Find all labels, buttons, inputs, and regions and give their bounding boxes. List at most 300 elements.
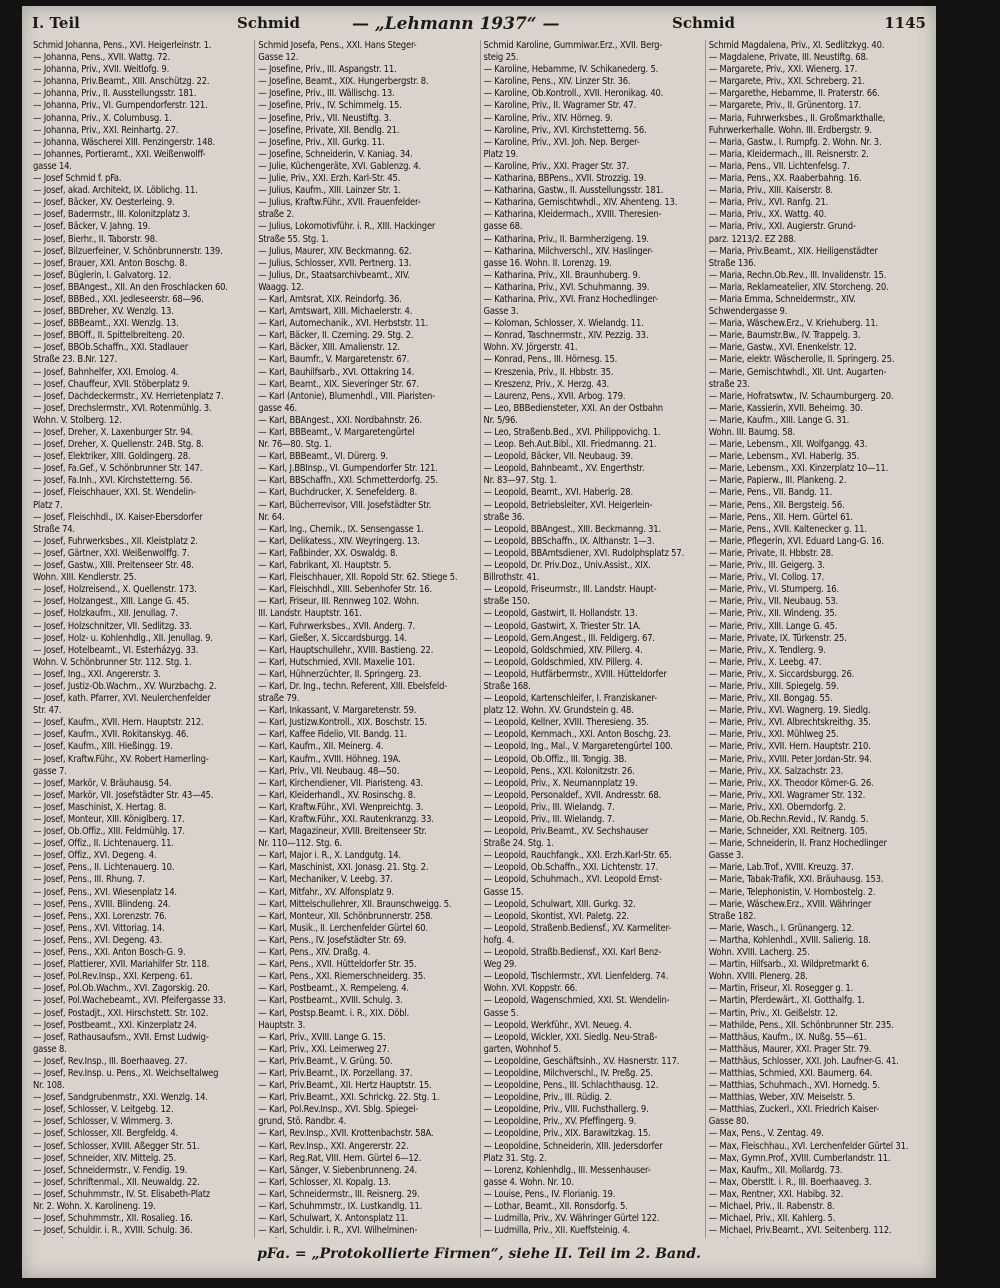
directory-entry: — Leo, Straßenb.Bed., XVI. Philippovichg. 1.	[483, 427, 661, 438]
directory-entry: — Johannes, Portieramt., XXI. Weißenwolff-	[33, 148, 206, 160]
directory-entry: — Maria, Priv., XVI. Ranfg. 21.	[708, 197, 829, 209]
directory-entry: — Johanna, Priv., II. Ausstellungsstr. 181.	[33, 88, 197, 100]
directory-entry: — Marie, Private, IX. Türkenstr. 25.	[708, 632, 847, 644]
directory-entry: — Josef, Schlosser, XII. Bergfeldg. 4.	[33, 1128, 179, 1140]
directory-entry: — Josef, Bahnhelfer, XXI. Emolog. 4.	[33, 366, 179, 378]
directory-entry: gasse 14.	[33, 160, 72, 172]
directory-entry: — Matthäus, Kaufm., IX. Nußg. 55—61.	[708, 1031, 867, 1043]
directory-entry: — Max, Gymn.Prof., XVIII. Cumberlandstr. 11.	[708, 1152, 891, 1164]
directory-entry	[33, 1237, 251, 1238]
directory-entry: — Josef, BBOb.Schaffn., XXI. Stadlauer	[33, 342, 189, 354]
directory-entry: — Matthias, Zuckerl., XXI. Friedrich Kaiser-	[708, 1104, 879, 1116]
directory-entry: — Johanna, Priv., XXI. Reinhartg. 27.	[33, 124, 179, 136]
directory-entry: — Marie, Wäschew.Erz., XVIII. Währinger	[708, 898, 872, 910]
directory-entry: — Karl, Postbeamt., X. Rempeleng. 4.	[258, 983, 409, 995]
directory-entry: — Josef, Dreher, X. Laxenburger Str. 94.	[33, 427, 193, 438]
directory-entry: — Karl, Priv.Beamt., IX. Porzellang. 37.	[258, 1067, 413, 1079]
directory-entry: — Karoline, Priv., XXI. Prager Str. 37.	[483, 160, 630, 172]
directory-entry: — Leopold, Dr. Priv.Doz., Univ.Assist., XIX.	[483, 560, 651, 572]
directory-entry: gasse 68.	[483, 221, 523, 233]
directory-entry: — Martin, Pferdewärt., XI. Gotthalfg. 1.	[708, 995, 865, 1007]
directory-entry: — Josef, Schlosser, V. Leitgebg. 12.	[33, 1104, 174, 1116]
directory-entry: — Josefine, Priv., VII. Neustiftg. 3.	[258, 112, 392, 124]
directory-entry: — Katharina, Milchverschl., XIV. Haslinger-	[483, 245, 653, 257]
directory-entry: — Josef, Holzreisend., X. Quellenstr. 173.	[33, 584, 197, 596]
directory-entry: — Josef, BBOff., II. Spittelbreiteng. 20.	[33, 330, 185, 342]
directory-entry: — Leopold, Pens., XXI. Kolonitzstr. 26.	[483, 765, 635, 777]
directory-entry: — Karl, Magazineur, XVIII. Breitenseer Str.	[258, 826, 427, 838]
directory-entry: Wohn. V. Stolberg. 12.	[33, 414, 122, 426]
directory-entry: — Josef Schmid f. pFa.	[33, 173, 122, 185]
directory-entry: — Leopold, Gastwirt, X. Triester Str. 1A.	[483, 620, 641, 632]
directory-entry: Waagg. 12.	[258, 281, 304, 293]
directory-entry	[258, 1237, 476, 1238]
directory-entry: — Katharina, BBPens., XVII. Strozzig. 19.	[483, 173, 647, 185]
directory-entry: — Leopold, Friseurmstr., III. Landstr. Haupt-	[483, 584, 657, 596]
directory-entry: — Julius, Dr., Staatsarchivbeamt., XIV.	[258, 269, 410, 281]
directory-entry: — Leopoldine, Priv., XV. Pfeffingerg. 9.	[483, 1116, 637, 1128]
directory-entry: — Margarete, Priv., XXI. Schreberg. 21.	[708, 76, 865, 88]
directory-entry: — Josef, Holz- u. Kohlenhdlg., XII. Jenullag. 9.	[33, 632, 213, 644]
directory-entry: — Josef, Bäcker, XV. Oesterleing. 9.	[33, 197, 175, 209]
directory-entry: — Josef, Dachdeckermstr., XV. Herrietenplatz 7.	[33, 390, 224, 402]
directory-entry: — Josef, Offiz., II. Lichtenauerg. 11.	[33, 838, 174, 850]
directory-entry: — Koloman, Schlosser, X. Wielandg. 11.	[483, 318, 644, 330]
directory-entry: — Karl, Amtswart, XIII. Michaelerstr. 4.	[258, 306, 413, 318]
directory-entry: — Josef, BBAngest., XII. An den Froschlacken 60.	[33, 281, 228, 293]
column-4	[706, 40, 930, 1238]
directory-entry: — Leopold, Straßenb.Bediensf., XV. Karmeliter-	[483, 922, 671, 934]
directory-entry	[709, 1237, 927, 1238]
directory-entry: — Marie, Priv., XII. Windeng. 35.	[708, 608, 838, 620]
directory-entry: — Marie, Tabak-Trafik, XXI. Bräuhausg. 153.	[708, 874, 884, 886]
directory-entry: — Josef, Plattierer, XVII. Mariahilfer Str. 118.	[33, 959, 210, 971]
directory-entry: — Karl, Inkassant, V. Margaretenstr. 59.	[258, 705, 417, 717]
directory-entry: — Matthias, Schmied, XXI. Baumerg. 64.	[708, 1067, 873, 1079]
directory-entry: — Josef, Ing., XXI. Angererstr. 3.	[33, 668, 161, 680]
directory-entry: straße 79.	[258, 693, 300, 705]
directory-entry: — Josef, Justiz-Ob.Wachm., XV. Wurzbachg. 2.	[33, 680, 217, 692]
directory-entry: — Josef, Pens., XVI. Degeng. 43.	[33, 934, 163, 946]
directory-entry: — Marie, Priv., XXI. Wagramer Str. 132.	[708, 789, 866, 801]
directory-entry: — Maria, Rechn.Ob.Rev., III. Invalidenstr. 15.	[708, 269, 887, 281]
directory-entry: — Maria, Wäschew.Erz., V. Kriehuberg. 11.	[708, 318, 878, 330]
directory-entry: — Johanna, Priv., VI. Gumpendorferstr. 121.	[33, 100, 208, 112]
directory-entry: — Josef, Gastw., XIII. Preitenseer Str. 48.	[33, 560, 194, 572]
directory-entry: — Marie, Priv., VI. Stumperg. 16.	[708, 584, 839, 596]
directory-entry: — Marie, Priv., XXI. Mühlweg 25.	[708, 729, 839, 741]
directory-entry: — Michael, Priv., XII. Kahlerg. 5.	[708, 1213, 836, 1225]
directory-entry: — Karl, Musik., II. Lerchenfelder Gürtel 60.	[258, 922, 428, 934]
directory-entry: — Marie, Priv., X. Tendlerg. 9.	[708, 644, 826, 656]
directory-entry: — Josef, Bilzuerfeiner, V. Schönbrunnerstr. 139.	[33, 245, 223, 257]
directory-entry: — Josef, Hotelbeamt., VI. Esterházyg. 33.	[33, 644, 199, 656]
directory-entry: — Josef, Büglerin, I. Galvatorg. 12.	[33, 269, 171, 281]
directory-entry: — Karl, Schlosser, XI. Kopalg. 13.	[258, 1176, 391, 1188]
directory-entry: Wohn. III. Baumg. 58.	[708, 427, 795, 438]
directory-entry: — Josef, BBBed., XXI. Jedleseerstr. 68—96.	[33, 293, 204, 305]
directory-entry: — Martha, Kohlenhdl., XVIII. Salierig. 18.	[708, 934, 871, 946]
directory-entry: — Marie, Lebensm., XVI. Haberlg. 35.	[708, 451, 860, 463]
directory-entry: — Maria, Priv., XX. Wattg. 40.	[708, 209, 827, 221]
directory-entry: Schmid Magdalena, Priv., XI. Sedlitzkyg. 40.	[708, 40, 885, 51]
directory-entry: — Karl, Bücherrevisor, VIII. Josefstädter Str.	[258, 499, 432, 511]
column-3	[481, 40, 706, 1238]
directory-entry: — Josef, Fuhrwerksbes., XII. Kleistplatz 2.	[33, 535, 198, 547]
directory-entry: — Maria, Reklameatelier, XIV. Storcheng. 20.	[708, 281, 889, 293]
directory-entry: — Marie, Gemischtwhdl., XII. Unt. Augarten-	[708, 366, 887, 378]
directory-entry	[484, 1237, 702, 1238]
directory-entry: straße 36.	[483, 511, 525, 523]
directory-entry: — Karoline, Priv., XVI. Joh. Nep. Berger-	[483, 136, 640, 148]
directory-entry: — Maria, Fuhrwerksbes., II. Großmarkthalle,	[708, 112, 886, 124]
directory-entry: — Leopoldine, Priv., VIII. Fuchsthallerg. 9.	[483, 1104, 649, 1116]
directory-entry: — Karl, Mittelschullehrer, XII. Braunschweigg. 5.	[258, 898, 452, 910]
directory-entry: Wohn. XVI. Koppstr. 66.	[483, 983, 578, 995]
directory-entry: Straße 74.	[33, 523, 75, 535]
directory-entry: — Michael, Priv.Beamt., XVI. Seitenberg. 112.	[708, 1225, 892, 1237]
directory-entry: — Karl, Faßbinder, XX. Oswaldg. 8.	[258, 547, 398, 559]
directory-entry: — Konrad, Taschnermstr., XIV. Pezzig. 33.	[483, 330, 649, 342]
directory-entry: — Karl, Hauptschullehr., XVIII. Bastieng. 22.	[258, 644, 434, 656]
directory-entry: — Leopold, Kartenschleifer, I. Franziskaner-	[483, 693, 657, 705]
directory-entry: — Karl, Maschinist, XXI. Jonasg. 21. Stg. 2.	[258, 862, 429, 874]
directory-entry: — Karl, Beamt., XIX. Sieveringer Str. 67.	[258, 378, 419, 390]
directory-entry: — Josef, Bierhr., II. Taborstr. 98.	[33, 233, 158, 245]
directory-entry: straße 150.	[483, 596, 530, 608]
directory-entry: — Leopold, Wagenschmied, XXI. St. Wendelin-	[483, 995, 670, 1007]
directory-entry: — Leopold, BBAngest., XIII. Beckmanng. 31.	[483, 523, 661, 535]
directory-entry: — Max, Fleischhau., XVI. Lerchenfelder Gürtel 31.	[708, 1140, 909, 1152]
directory-entry: — Karl, Fleischhdl., XIII. Sebenhofer Str. 16.	[258, 584, 432, 596]
publication-title: — „Lehmann 1937“ —	[352, 14, 560, 34]
directory-entry: — Marie, Priv., XII. Bongag. 55.	[708, 693, 833, 705]
directory-entry: platz 12. Wohn. XV. Grundstein g. 48.	[483, 705, 634, 717]
directory-entry: Weg 29.	[483, 959, 517, 971]
directory-entry: steig 25.	[483, 52, 519, 64]
directory-entry: — Karl, BBAngest., XXI. Nordbahnstr. 26.	[258, 414, 422, 426]
directory-entry: — Maria, Priv.Beamt., XIX. Heiligenstädter	[708, 245, 878, 257]
directory-entry: — Karl, Rev.Insp., XVII. Krottenbachstr. 58A.	[258, 1128, 434, 1140]
directory-entry: — Karl, Hühnerzüchter, II. Springerg. 23.	[258, 668, 422, 680]
directory-entry: — Karl, Priv., VII. Neubaug. 48—50.	[258, 765, 400, 777]
directory-entry: — Karoline, Priv., XIV. Hörneg. 9.	[483, 112, 613, 124]
directory-entry: Nr. 5/96.	[483, 414, 518, 426]
directory-entry: — Leopold, Ob.Offiz., III. Tongig. 3B.	[483, 753, 627, 765]
directory-entry: — Marie, Papierw., III. Plankeng. 2.	[708, 475, 847, 487]
directory-entry: — Karl, J.BBInsp., VI. Gumpendorfer Str. 121.	[258, 463, 438, 475]
directory-entry: — Josef, Drechslermstr., XVI. Rotenmühlg. 3.	[33, 402, 212, 414]
directory-entry: Billrothstr. 41.	[483, 572, 540, 584]
directory-entry: — Josef, Schriftenmal., XII. Neuwaldg. 22.	[33, 1176, 200, 1188]
directory-entry: — Josef, Pens., XVI. Wiesenplatz 14.	[33, 886, 177, 898]
directory-entry: — Karl, Ing., Chemik., IX. Sensengasse 1.	[258, 523, 424, 535]
directory-entry: — Maria, Pens., VII. Lichtenfelsg. 7.	[708, 160, 850, 172]
directory-entry: — Josef, Holzschnitzer, VII. Sedlitzg. 33.	[33, 620, 192, 632]
directory-entry: — Karl, Justizw.Kontroll., XIX. Boschstr. 15.	[258, 717, 427, 729]
directory-entry: — Leopold, Gastwirt, II. Hollandstr. 13.	[483, 608, 638, 620]
directory-entry: Gasse 12.	[258, 52, 299, 64]
directory-entry: — Karoline, Ob.Kontroll., XVII. Heronikag. 40.	[483, 88, 664, 100]
directory-entry: — Leopold, Ob.Schaffn., XXI. Lichtenstr. 17.	[483, 862, 659, 874]
directory-entry: — Matthias, Schuhmach., XVI. Hornedg. 5.	[708, 1080, 880, 1092]
directory-entry: — Johanna, Priv.Beamt., XIII. Anschützg. 22.	[33, 76, 210, 88]
directory-entry: — Marie, Pens., XII. Hern. Gürtel 61.	[708, 511, 853, 523]
directory-entry: — Leopoldine, Geschäftsinh., XV. Hasnerstr. 117.	[483, 1055, 680, 1067]
directory-entry: parz. 1213/2. EZ 288.	[708, 233, 796, 245]
directory-entry: — Josef, Schneider, XIV. Mittelg. 25.	[33, 1152, 176, 1164]
directory-entry: — Josefine, Schneiderin, V. Kaniag. 34.	[258, 148, 413, 160]
directory-entry: — Josef, Markör, V. Bräuhausg. 54.	[33, 777, 172, 789]
directory-entry: — Leopold, Personaldef., XVII. Andresstr. 68.	[483, 789, 662, 801]
directory-entry: — Karl, Friseur, III. Rennweg 102. Wohn.	[258, 596, 419, 608]
directory-entry: — Maria, Gastw., I. Rumpfg. 2. Wohn. Nr. 3.	[708, 136, 882, 148]
directory-entry: — Max, Kaufm., XII. Mollardg. 73.	[708, 1164, 843, 1176]
directory-entry: — Johanna, Pens., XVII. Wattg. 72.	[33, 52, 170, 64]
directory-entry: hofg. 4.	[483, 934, 515, 946]
directory-entry: — Leopold, Schulwart, XIII. Gurkg. 32.	[483, 898, 636, 910]
directory-entry: — Karl, Postsp.Beamt. i. R., XIX. Döbl.	[258, 1007, 410, 1019]
directory-entry: — Leopoldine, Priv., III. Rüdig. 2.	[483, 1092, 613, 1104]
directory-entry: — Marie, Baumstr.Bw., IV. Trappelg. 3.	[708, 330, 861, 342]
directory-entry: Schmid Johanna, Pens., XVI. Heigerleinstr. 1.	[33, 40, 212, 51]
directory-entry: — Josef, Kaufm., XVII. Rokitanskyg. 46.	[33, 729, 189, 741]
directory-entry: Gasse 80.	[708, 1116, 749, 1128]
directory-entry: — Josef, Fa.Gef., V. Schönbrunner Str. 147.	[33, 463, 203, 475]
directory-entry: — Karoline, Pens., XIV. Linzer Str. 36.	[483, 76, 631, 88]
directory-entry: — Josef, Rev.Insp., III. Boerhaaveg. 27.	[33, 1055, 188, 1067]
directory-entry: — Josef, Postbeamt., XXI. Kinzerplatz 24.	[33, 1019, 197, 1031]
directory-entry: Schmid Karoline, Gummiwar.Erz., XVII. Berg-	[483, 40, 663, 51]
directory-entry: — Marie, Priv., VII. Neubaug. 53.	[708, 596, 839, 608]
directory-entry: — Karl, BBSchaffn., XXI. Schmetterdorfg. 25.	[258, 475, 438, 487]
directory-entry: — Marie, elektr. Wäscherolle, II. Springerg. 25.	[708, 354, 895, 366]
directory-entry: — Josef, Holzkaufm., XII. Jenullag. 7.	[33, 608, 178, 620]
directory-entry: — Leopold, Goldschmied, XIV. Pillerg. 4.	[483, 656, 643, 668]
directory-entry: — Josef, Schlosser, V. Wimmerg. 3.	[33, 1116, 173, 1128]
directory-entry: — Josef, Pens., III. Rhung. 7.	[33, 874, 145, 886]
directory-entry: — Karl, Reg.Rat, VIII. Hern. Gürtel 6—12.	[258, 1152, 422, 1164]
directory-entry: — Josef, Pens., XXI. Lorenzstr. 76.	[33, 910, 167, 922]
directory-entry: — Karl, Kaufm., XII. Meinerg. 4.	[258, 741, 384, 753]
directory-entry: — Karl, Pens., XXI. Riemerschneiderg. 35.	[258, 971, 426, 983]
directory-entry: — Mathilde, Pens., XII. Schönbrunner Str. 235.	[708, 1019, 894, 1031]
directory-entry: — Marie, Priv., XX. Theodor Körner-G. 26.	[708, 777, 874, 789]
directory-entry: — Marie, Wasch., I. Grünangerg. 12.	[708, 922, 855, 934]
footer-note: pFa. = „Protokollierte Firmen“, siehe II. Teil im 2. Band.	[257, 1246, 701, 1262]
directory-entry: — Magdalene, Private, III. Neustiftg. 68.	[708, 52, 869, 64]
directory-entry: — Leopold, Kernmach., XXI. Anton Boschg. 23.	[483, 729, 672, 741]
directory-entry: — Marie, Kassierin, XVII. Beheimg. 30.	[708, 402, 863, 414]
directory-entry: — Karl, Schuhmmstr., IX. Lustkandlg. 11.	[258, 1201, 423, 1212]
directory-entry: — Leopold, Skontist, XVI. Paletg. 22.	[483, 910, 629, 922]
directory-entry: — Karl, Baumfr., V. Margaretenstr. 67.	[258, 354, 410, 366]
directory-entry: — Karl, Fabrikant, XI. Hauptstr. 5.	[258, 560, 392, 572]
directory-entry: — Karl, Rev.Insp., XXI. Angererstr. 22.	[258, 1140, 409, 1152]
directory-entry: — Leopold, Hutfärbermstr., XVIII. Hütteldorfer	[483, 668, 667, 680]
directory-entry: — Karl, Amtsrat, XIX. Reindorfg. 36.	[258, 293, 402, 305]
directory-entry: grund, Stö. Randbr. 4.	[258, 1116, 346, 1128]
part-label: I. Teil	[32, 14, 80, 32]
directory-entry: — Karl, Kirchendiener, VII. Piaristeng. 43.	[258, 777, 424, 789]
directory-entry: — Karl (Antonie), Blumenhdl., VIII. Piaristen-	[258, 390, 435, 402]
directory-entry: — Karl, Priv.Beamt., V. Grüng. 50.	[258, 1055, 393, 1067]
directory-entry: — Karl, Bäcker, II. Czerning. 29. Stg. 2.	[258, 330, 414, 342]
directory-entry: — Leopold, Wickler, XXI. Siedlg. Neu-Straß-	[483, 1031, 658, 1043]
directory-entry: — Josef, Pens., XXI. Anton Bosch-G. 9.	[33, 947, 186, 959]
directory-entry: — Leopold, Bäcker, VII. Neubaug. 39.	[483, 451, 633, 463]
directory-entry: — Lorenz, Kohlenhdlg., III. Messenhauser-	[483, 1164, 651, 1176]
directory-entry: — Marie, Priv., XVI. Wagnerg. 19. Siedlg.	[708, 705, 871, 717]
directory-entry: gasse 7.	[33, 765, 67, 777]
directory-entry: — Marie, Pens., VII. Bandg. 11.	[708, 487, 833, 499]
directory-entry: — Josef, Schneidermstr., V. Fendig. 19.	[33, 1164, 188, 1176]
directory-entry: — Karl, Bauhilfsarb., XVI. Ottakring 14.	[258, 366, 415, 378]
directory-entry: — Karl, Automechanik., XVI. Herbststr. 11.	[258, 318, 428, 330]
directory-entry: — Katharina, Priv., II. Barmherzigeng. 19.	[483, 233, 649, 245]
directory-entry: — Marie, Priv., VI. Collog. 17.	[708, 572, 825, 584]
directory-entry: — Karl, Dr. Ing., techn. Referent, XIII. Ebelsfeld-	[258, 680, 448, 692]
entry-columns	[30, 40, 930, 1238]
directory-entry: Wohn. XV. Jörgerstr. 41.	[483, 342, 578, 354]
directory-entry: Wohn. XIII. Kendlerstr. 25.	[33, 572, 137, 584]
directory-entry: — Julie, Küchengeräte, XVI. Gablenzg. 4.	[258, 160, 421, 172]
directory-entry: — Josef, Elektriker, XIII. Goldingerg. 28.	[33, 451, 191, 463]
directory-entry: — Karl, Kraftw.Führ., XXI. Rautenkranzg. 33.	[258, 814, 434, 825]
directory-entry: — Josef, BBDreher, XV. Wenzlg. 13.	[33, 306, 174, 318]
directory-entry: Straße 23. B.Nr. 127.	[33, 354, 117, 366]
directory-entry: gasse 46.	[258, 402, 298, 414]
directory-entry: — Leo, BBBediensteter, XXI. An der Ostbahn	[483, 402, 663, 414]
directory-entry: — Karl, Mechaniker, V. Leebg. 37.	[258, 874, 393, 886]
directory-entry: — Marie, Pflegerin, XVI. Eduard Lang-G. 16.	[708, 535, 884, 547]
directory-entry: — Maria, Priv., XIII. Kaiserstr. 8.	[708, 185, 833, 197]
directory-entry: — Leopold, Priv.Beamt., XV. Sechshauser	[483, 826, 649, 838]
directory-entry: — Karl, Schulwart, X. Antonsplatz 11.	[258, 1213, 409, 1225]
directory-entry: — Josef, Schuldir. i. R., XVIII. Schulg. 36.	[33, 1225, 193, 1237]
directory-entry: — Margarete, Priv., XXI. Wienerg. 17.	[708, 64, 858, 76]
directory-entry: — Karl, Buchdrucker, X. Senefelderg. 8.	[258, 487, 418, 499]
directory-entry: — Karl, Pens., IV. Josefstädter Str. 69.	[258, 934, 407, 946]
directory-entry: — Leopold, Gem.Angest., III. Feldigerg. 67.	[483, 632, 655, 644]
directory-entry: — Josefine, Priv., III. Aspangstr. 11.	[258, 64, 397, 76]
directory-entry: Nr. 64.	[258, 511, 285, 523]
directory-entry: — Laurenz, Pens., XVII. Arbog. 179.	[483, 390, 626, 402]
directory-entry: — Karoline, Priv., II. Wagramer Str. 47.	[483, 100, 636, 112]
directory-entry: — Josef, Markör, VII. Josefstädter Str. 43—45.	[33, 789, 214, 801]
directory-entry: — Julie, Priv., XXI. Erzh. Karl-Str. 45.	[258, 173, 401, 185]
directory-entry: — Karl, BBBeamt., V. Margaretengürtel	[258, 427, 415, 438]
directory-entry: Straße 136.	[708, 257, 756, 269]
directory-entry: — Josef, Schuhmmstr., XII. Rosalieg. 16.	[33, 1213, 193, 1225]
directory-entry: — Karl, Priv., XVIII. Lange G. 15.	[258, 1031, 386, 1043]
directory-entry: — Leopold, Priv., III. Wielandg. 7.	[483, 801, 615, 813]
directory-entry: Platz 31. Stg. 2.	[483, 1152, 547, 1164]
directory-entry: Straße 55. Stg. 1.	[258, 233, 329, 245]
directory-entry: Gasse 5.	[483, 1007, 519, 1019]
directory-entry: — Josef, Fleischhdl., IX. Kaiser-Ebersdorfer	[33, 511, 203, 523]
directory-entry: — Karl, Gießer, X. Siccardsburgg. 14.	[258, 632, 407, 644]
directory-entry: — Josef, Maschinist, X. Hertag. 8.	[33, 801, 167, 813]
directory-entry: — Josef, akad. Architekt, IX. Löblichg. 11.	[33, 185, 198, 197]
directory-entry: — Leopold, Bahnbeamt., XV. Engerthstr.	[483, 463, 645, 475]
directory-entry: — Marie, Priv., XVII. Hern. Hauptstr. 210.	[708, 741, 871, 753]
directory-entry: — Marie, Schneider, XXI. Reitnerg. 105.	[708, 826, 868, 838]
directory-entry: — Matthäus, Schlosser, XXI. Joh. Laufner-G. 41.	[708, 1055, 899, 1067]
directory-entry: — Karl, Pol.Rev.Insp., XVI. Sblg. Spiegel-	[258, 1104, 419, 1116]
directory-page	[22, 6, 936, 1278]
directory-entry: gasse 8.	[33, 1043, 67, 1055]
directory-entry: Nr. 83—97. Stg. 1.	[483, 475, 557, 487]
directory-entry: Gasse 3.	[483, 306, 519, 318]
directory-entry: — Max, Rentner, XXI. Habibg. 32.	[708, 1188, 843, 1200]
directory-entry: — Karl, Major i. R., X. Landgutg. 14.	[258, 850, 401, 862]
running-head-right: Schmid	[672, 14, 735, 32]
directory-entry: — Karl, Kleiderhandl., XV. Rosinschg. 8.	[258, 789, 416, 801]
directory-entry: — Katharina, Gemischtwhdl., XIV. Ahenteng. 13.	[483, 197, 678, 209]
directory-entry: — Katharina, Priv., XVI. Franz Hochedlinger-	[483, 293, 659, 305]
directory-entry: — Josef, BBBeamt., XXI. Wenzlg. 13.	[33, 318, 179, 330]
directory-entry: — Josef, Rev.Insp. u. Pens., XI. Weichseltalweg	[33, 1067, 219, 1079]
directory-entry: — Josef, Schuhmmstr., IV. St. Elisabeth-Platz	[33, 1188, 211, 1200]
directory-entry: Straße 168.	[483, 680, 531, 692]
directory-entry: — Maria Emma, Schneidermstr., XIV.	[708, 293, 856, 305]
column-1	[30, 40, 255, 1238]
directory-entry: — Karl, Schuldir. i. R., XVI. Wilhelminen-	[258, 1225, 418, 1237]
directory-entry: — Karl, Kaufm., XVIII. Höhneg. 19A.	[258, 753, 401, 765]
directory-entry: — Josef, Pol.Rev.Insp., XXI. Kerpeng. 61.	[33, 971, 193, 983]
directory-entry: — Josefine, Private, XII. Bendlg. 21.	[258, 124, 400, 136]
directory-entry: — Konrad, Pens., III. Hörnesg. 15.	[483, 354, 618, 366]
directory-entry: — Matthäus, Maurer, XXI. Prager Str. 79.	[708, 1043, 872, 1055]
directory-entry: — Josef, Kaufm., XIII. Hießingg. 19.	[33, 741, 173, 753]
directory-entry: Str. 47.	[33, 705, 62, 717]
directory-entry: — Lothar, Beamt., XII. Ronsdorfg. 5.	[483, 1201, 628, 1212]
directory-entry: — Leopold, BBAmtsdiener, XVI. Rudolphsplatz 57.	[483, 547, 684, 559]
directory-entry: — Josefine, Priv., IV. Schimmelg. 15.	[258, 100, 402, 112]
directory-entry: — Leopold, Tischlermstr., XVI. Lienfelderg. 74.	[483, 971, 669, 983]
directory-entry: — Marie, Priv., XVIII. Peter Jordan-Str. 94.	[708, 753, 872, 765]
directory-entry: — Leopold, Straßb.Bediensf., XXI. Karl Benz-	[483, 947, 662, 959]
directory-entry: — Josef, Dreher, X. Quellenstr. 24B. Stg. 8.	[33, 439, 204, 451]
directory-entry: — Julius, Kaufm., XIII. Lainzer Str. 1.	[258, 185, 401, 197]
directory-entry: — Josefine, Priv., III. Wällischg. 13.	[258, 88, 395, 100]
directory-entry: — Josef, Sandgrubenmstr., XXI. Wenzlg. 14.	[33, 1092, 208, 1104]
directory-entry: — Marie, Priv., III. Geigerg. 3.	[708, 560, 825, 572]
directory-entry: — Maria, Pens., XX. Raaberbahng. 16.	[708, 173, 862, 185]
directory-entry: — Josef, Offiz., XVI. Degeng. 4.	[33, 850, 157, 862]
directory-entry: Nr. 2. Wohn. X. Karolineng. 19.	[33, 1201, 156, 1212]
directory-entry: — Kreszenz, Priv., X. Herzg. 43.	[483, 378, 610, 390]
directory-entry: — Karl, Pens., XIV. Draßg. 4.	[258, 947, 371, 959]
directory-entry: — Josef, Badermstr., III. Kolonitzplatz 3.	[33, 209, 190, 221]
directory-entry: Gasse 3.	[708, 850, 744, 862]
directory-entry: gasse 16. Wohn. II. Lorenzg. 19.	[483, 257, 612, 269]
directory-entry: — Marie, Pens., XVII. Kaltenecker g. 11.	[708, 523, 867, 535]
directory-entry: — Karl, Monteur, XII. Schönbrunnerstr. 258.	[258, 910, 433, 922]
directory-entry: — Josef, Ob.Offiz., XIII. Feldmühlg. 17.	[33, 826, 185, 838]
directory-entry: — Josef, Fleischhauer, XXI. St. Wendelin-	[33, 487, 196, 499]
directory-entry: — Marie, Schneiderin, II. Franz Hochedlinger	[708, 838, 887, 850]
directory-entry: — Josef, Pol.Wachebeamt., XVI. Pfeifergasse 33.	[33, 995, 226, 1007]
directory-entry: Straße 182.	[708, 910, 756, 922]
directory-entry: — Josef, Schlosser, XVIII. Aßegger Str. 51.	[33, 1140, 200, 1152]
directory-entry: — Maria, Kleidermach., III. Reisnerstr. 2.	[708, 148, 869, 160]
directory-entry: Hauptstr. 3.	[258, 1019, 306, 1031]
directory-entry: — Josef, Fa.Inh., XVI. Kirchstetterng. 56.	[33, 475, 193, 487]
directory-entry: garten, Wohnhof 5.	[483, 1043, 561, 1055]
directory-entry: — Leopold, Betriebsleiter, XVI. Heigerlein-	[483, 499, 653, 511]
